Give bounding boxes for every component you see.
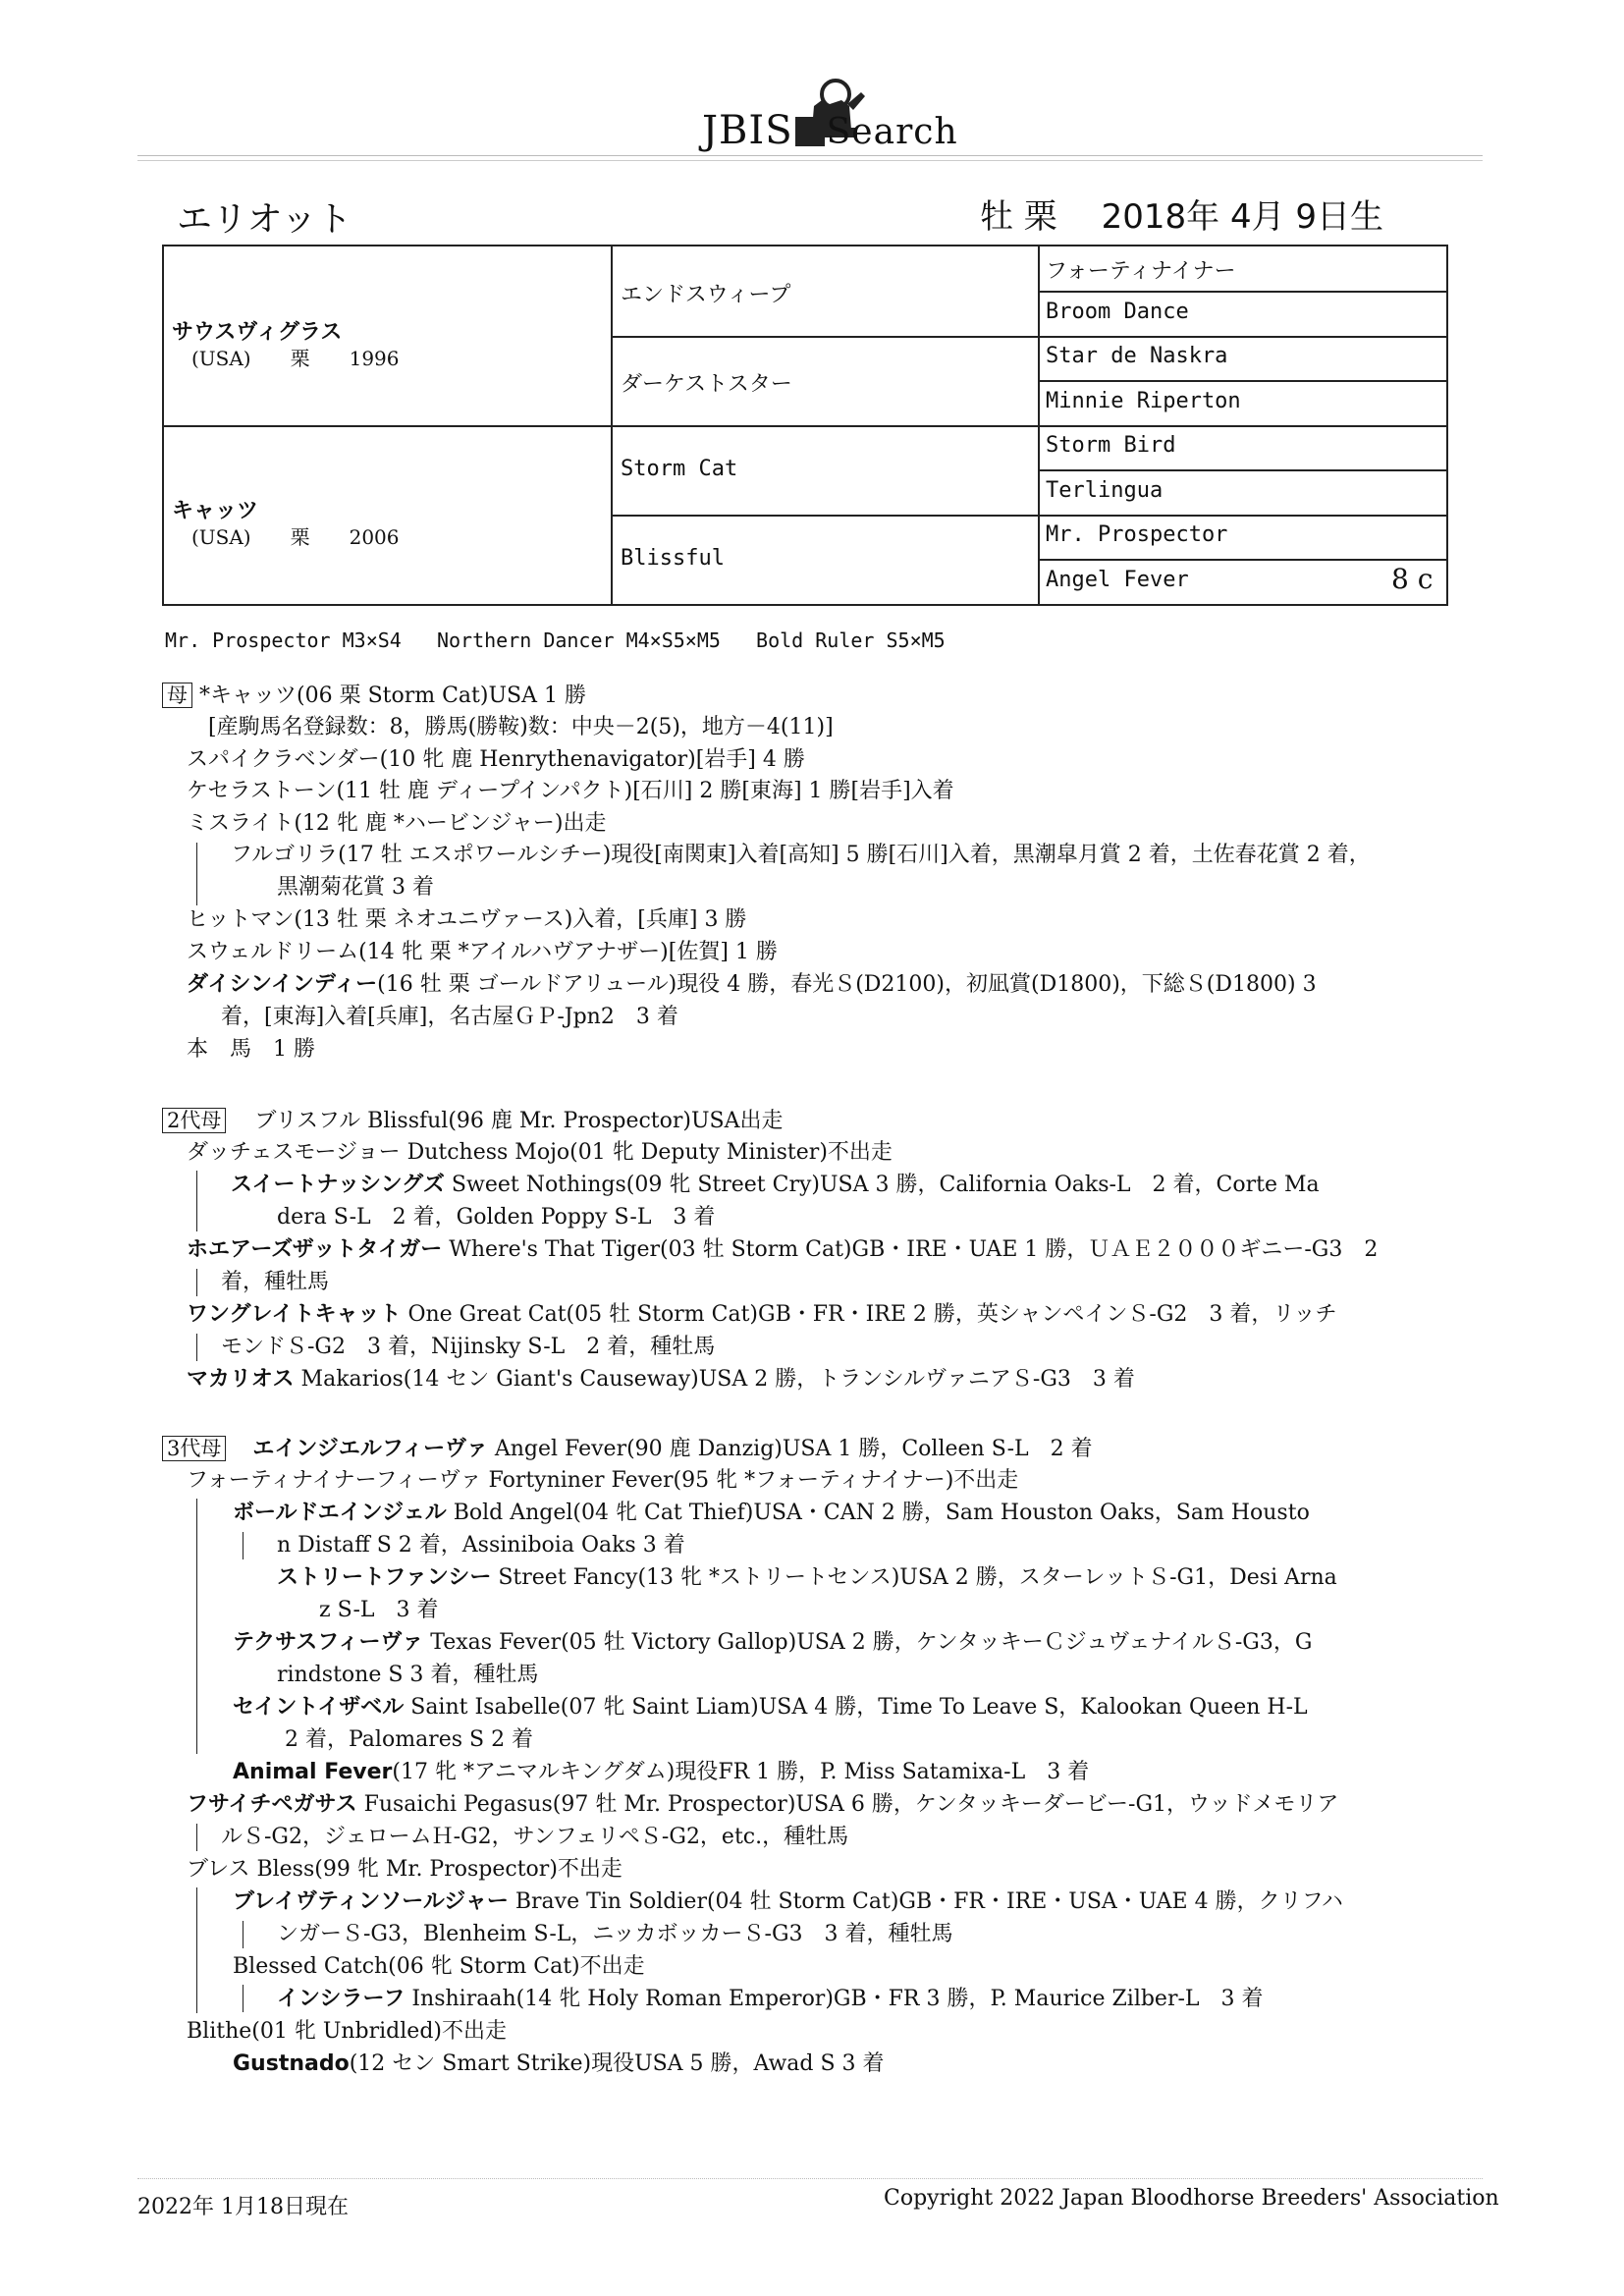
footer-copyright: Copyright 2022 Japan Bloodhorse Breeders' Association (884, 2186, 1499, 2211)
indent-bar (196, 1334, 197, 1361)
gen3-6: Terlingua (1046, 478, 1164, 503)
gen3-2: Broom Dance (1046, 300, 1189, 324)
list-item: ヒットマン(13 牡 栗 ネオユニヴァース)入着，[兵庫] 3 勝 (187, 907, 747, 932)
horse-name: エリオット (177, 199, 352, 240)
list-item: Blessed Catch(06 牝 Storm Cat)不出走 (233, 1954, 645, 1979)
list-item: セイントイザベル Saint Isabelle(07 牝 Saint Liam)USA 4 勝，Time To Leave S，Kalookan Queen H-L (233, 1695, 1308, 1720)
list-item: Animal Fever(17 牝 *アニマルキングダム)現役FR 1 勝，P. Miss Satamixa-L 3 着 (233, 1760, 1090, 1784)
indent-bar (243, 1532, 244, 1559)
dam-detail: (USA) 栗 2006 (191, 525, 400, 549)
list-item: z S-L 3 着 (319, 1598, 439, 1622)
list-item: モンドＳ-G2 3 着，Nijinsky S-L 2 着，種牡馬 (221, 1335, 716, 1359)
indent-bar (196, 1824, 197, 1851)
gen3-7: Mr. Prospector (1046, 522, 1228, 547)
list-item: スイートナッシングズ Sweet Nothings(09 牝 Street Cry)USA 3 勝，California Oaks-L 2 着，Corte Ma (231, 1173, 1320, 1197)
indent-bar (243, 1921, 244, 1948)
list-item: フォーティナイナーフィーヴァ Fortyniner Fever(95 牝 *フォーティナイナー)不出走 (187, 1468, 1019, 1493)
list-item: ルＳ-G2，ジェロームＨ-G2，サンフェリペＳ-G2，etc.，種牡馬 (221, 1825, 849, 1849)
this-horse-line: 本 馬 1 勝 (187, 1037, 315, 1062)
indent-bar (196, 1887, 197, 2013)
list-item: 着，種牡馬 (221, 1270, 330, 1294)
list-item: テクサスフィーヴァ Texas Fever(05 牡 Victory Gallop)USA 2 勝，ケンタッキーＣジュヴェナイルＳ-G3，G (233, 1630, 1313, 1655)
header-rule (137, 155, 1483, 156)
list-item: Blithe(01 牝 Unbridled)不出走 (187, 2019, 507, 2044)
dam2-line: 2代母 ブリスフル Blissful(96 鹿 Mr. Prospector)USA出走 (162, 1106, 783, 1136)
gen2-1: エンドスウィープ (621, 283, 791, 307)
sire-detail: (USA) 栗 1996 (191, 347, 400, 370)
list-item: スパイクラベンダー(10 牝 鹿 Henrythenavigator)[岩手] 4 勝 (187, 747, 805, 772)
list-item: ミスライト(12 牝 鹿 *ハービンジャー)出走 (187, 811, 607, 836)
header-rule-2 (137, 160, 1483, 161)
gen2-4: Blissful (621, 546, 725, 571)
list-item: スウェルドリーム(14 牝 栗 *アイルハヴアナザー)[佐賀] 1 勝 (187, 940, 778, 964)
pedigree-table (162, 245, 1448, 606)
list-item: ダイシンインディー(16 牡 栗 ゴールドアリュール)現役 4 勝，春光Ｓ(D2100)，初凪賞(D1800)，下総Ｓ(D1800) 3 (187, 972, 1317, 997)
list-item: Gustnado(12 セン Smart Strike)現役USA 5 勝，Awad S 3 着 (233, 2051, 885, 2076)
dam2-section-label: 2代母 (162, 1108, 226, 1133)
indent-bar (196, 1499, 197, 1754)
gen3-8: Angel Fever (1046, 568, 1189, 592)
list-item: ワングレイトキャット One Great Cat(05 牡 Storm Cat)GB・FR・IRE 2 勝，英シャンペインＳ-G2 3 着，リッチ (187, 1302, 1337, 1327)
dam-line: 母 *キャッツ(06 栗 Storm Cat)USA 1 勝 (162, 681, 586, 711)
list-item: ホエアーズザットタイガー Where's That Tiger(03 牡 Storm Cat)GB・IRE・UAE 1 勝，ＵＡＥ２０００ギニー-G3 2 (187, 1237, 1379, 1262)
list-item: ボールドエインジェル Bold Angel(04 牝 Cat Thief)USA・CAN 2 勝，Sam Houston Oaks，Sam Housto (233, 1501, 1310, 1525)
list-item: ブレイヴティンソールジャー Brave Tin Soldier(04 牡 Storm Cat)GB・FR・IRE・USA・UAE 4 勝，クリフハ (233, 1889, 1343, 1914)
list-item: 着，[東海]入着[兵庫]，名古屋ＧＰ-Jpn2 3 着 (221, 1005, 678, 1029)
gen2-3: Storm Cat (621, 457, 738, 481)
gen3-1: フォーティナイナー (1046, 259, 1236, 284)
list-item: マカリオス Makarios(14 セン Giant's Causeway)USA 2 勝，トランシルヴァニアＳ-G3 3 着 (187, 1367, 1135, 1392)
list-item: ケセラストーン(11 牡 鹿 ディープインパクト)[石川] 2 勝[東海] 1 勝[岩手]入着 (187, 779, 954, 803)
dam3-section-label: 3代母 (162, 1436, 226, 1461)
horse-info: 牡 栗 2018年 4月 9日生 (980, 197, 1384, 237)
indent-bar (243, 1985, 244, 2012)
indent-bar (196, 1171, 197, 1231)
family-number: 8 c (1391, 563, 1434, 595)
gen3-4: Minnie Riperton (1046, 389, 1241, 413)
logo-block-icon (795, 117, 825, 146)
footer-rule (137, 2178, 1483, 2179)
list-item: 2 着，Palomares S 2 着 (285, 1727, 534, 1752)
inbreeding-line: Mr. Prospector M3×S4 Northern Dancer M4×S5×M5 Bold Ruler S5×M5 (165, 629, 946, 652)
list-item: フサイチペガサス Fusaichi Pegasus(97 牡 Mr. Prospector)USA 6 勝，ケンタッキーダービー-G1，ウッドメモリア (187, 1792, 1339, 1817)
list-item: インシラーフ Inshiraah(14 牝 Holy Roman Emperor)GB・FR 3 勝，P. Maurice Zilber-L 3 着 (277, 1987, 1264, 2011)
list-item: n Distaff S 2 着，Assiniboia Oaks 3 着 (277, 1533, 685, 1558)
gen3-3: Star de Naskra (1046, 344, 1228, 368)
list-item: ストリートファンシー Street Fancy(13 牝 *ストリートセンス)USA 2 勝，スターレットＳ-G1，Desi Arna (277, 1565, 1337, 1590)
gen2-2: ダーケストスター (621, 372, 792, 397)
footer-date: 2022年 1月18日現在 (137, 2195, 349, 2219)
indent-bar (196, 843, 197, 905)
list-item: フルゴリラ(17 牡 エスポワールシチー)現役[南関東]入着[高知] 5 勝[石川]入着，黒潮皐月賞 2 着，土佐春花賞 2 着， (231, 843, 1371, 867)
sire-name: サウスヴィグラス (172, 320, 343, 345)
dam-offspring-stats: [産駒馬名登録数：8，勝馬(勝鞍)数：中央－2(5)，地方－4(11)] (208, 715, 834, 739)
indent-bar (196, 1269, 197, 1296)
list-item: dera S-L 2 着，Golden Poppy S-L 3 着 (277, 1205, 716, 1230)
list-item: rindstone S 3 着，種牡馬 (277, 1663, 539, 1687)
dam-section-label: 母 (162, 683, 192, 708)
list-item: ンガーＳ-G3，Blenheim S-L，ニッカボッカーＳ-G3 3 着，種牡馬 (277, 1922, 953, 1946)
logo-search-text: Search (826, 112, 958, 152)
dam3-line: 3代母 エインジエルフィーヴァ Angel Fever(90 鹿 Danzig)USA 1 勝，Colleen S-L 2 着 (162, 1434, 1093, 1464)
list-item: ダッチェスモージョー Dutchess Mojo(01 牝 Deputy Minister)不出走 (187, 1140, 893, 1165)
gen3-5: Storm Bird (1046, 433, 1176, 458)
jbis-search-logo (702, 61, 957, 154)
list-item: ブレス Bless(99 牝 Mr. Prospector)不出走 (187, 1857, 623, 1882)
dam-name: キャッツ (172, 499, 259, 523)
list-item: 黒潮菊花賞 3 着 (277, 875, 434, 900)
logo-jbis-text: JBIS (702, 108, 793, 153)
